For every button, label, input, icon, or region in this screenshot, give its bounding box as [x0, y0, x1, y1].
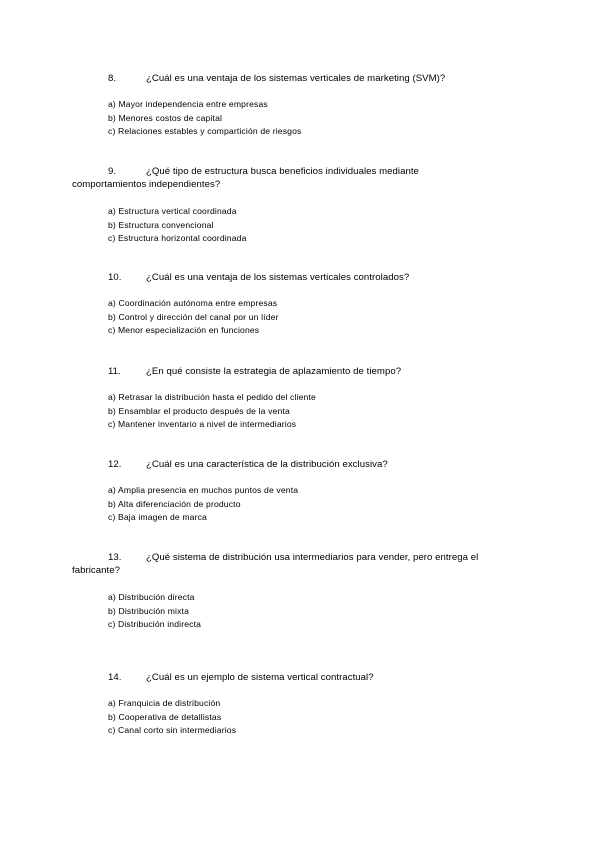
option-b: b) Control y dirección del canal por un líder: [108, 311, 279, 322]
option-b: b) Estructura convencional: [108, 219, 214, 230]
option-a: a) Mayor independencia entre empresas: [108, 99, 268, 109]
question-text: ¿Cuál es un ejemplo de sistema vertical contractual?: [146, 672, 374, 683]
option-c: c) Mantener inventario a nivel de intermediarios: [108, 419, 297, 429]
answer-options: [108, 391, 316, 432]
question-text-continuation: comportamientos independientes?: [72, 179, 221, 190]
question-text: ¿Qué sistema de distribución usa intermediarios para vender, pero entrega el: [146, 552, 479, 563]
option-a: a) Distribución directa: [108, 592, 195, 602]
answer-options: [108, 591, 201, 632]
question-text: ¿Cuál es una ventaja de los sistemas verticales de marketing (SVM)?: [146, 73, 446, 84]
option-a: a) Retrasar la distribución hasta el pedido del cliente: [108, 392, 316, 402]
option-c: c) Canal corto sin intermediarios: [108, 725, 237, 735]
answer-options: [108, 697, 236, 738]
option-a: a) Amplia presencia en muchos puntos de venta: [108, 485, 299, 495]
question-number: 9.: [108, 166, 117, 177]
option-c: c) Baja imagen de marca: [108, 512, 207, 522]
question-number: 11.: [108, 366, 121, 377]
option-c: c) Menor especialización en funciones: [108, 325, 260, 335]
answer-options: [108, 98, 301, 139]
question-text: ¿En qué consiste la estrategia de aplazamiento de tiempo?: [146, 366, 402, 377]
question-text: ¿Cuál es una ventaja de los sistemas verticales controlados?: [146, 272, 410, 283]
question-text: ¿Cuál es una característica de la distribución exclusiva?: [146, 459, 388, 470]
option-a: a) Coordinación autónoma entre empresas: [108, 298, 278, 308]
question-text: ¿Qué tipo de estructura busca beneficios individuales mediante: [146, 166, 419, 177]
answer-options: [108, 205, 247, 246]
answer-options: [108, 484, 298, 525]
option-c: c) Distribución indirecta: [108, 619, 202, 629]
option-a: a) Franquicia de distribución: [108, 698, 221, 708]
option-b: b) Distribución mixta: [108, 605, 189, 616]
question-text-continuation: fabricante?: [72, 565, 121, 576]
option-b: b) Alta diferenciación de producto: [108, 498, 241, 509]
option-a: a) Estructura vertical coordinada: [108, 206, 237, 216]
answer-options: [108, 297, 279, 338]
option-b: b) Cooperativa de detallistas: [108, 711, 222, 722]
question-number: 14.: [108, 672, 122, 683]
question-number: 8.: [108, 73, 117, 84]
question-number: 12.: [108, 459, 122, 470]
option-c: c) Estructura horizontal coordinada: [108, 233, 247, 243]
option-c: c) Relaciones estables y compartición de riesgos: [108, 126, 302, 136]
option-b: b) Menores costos de capital: [108, 112, 223, 123]
option-b: b) Ensamblar el producto después de la venta: [108, 405, 290, 416]
question-number: 13.: [108, 552, 122, 563]
question-number: 10.: [108, 272, 122, 283]
